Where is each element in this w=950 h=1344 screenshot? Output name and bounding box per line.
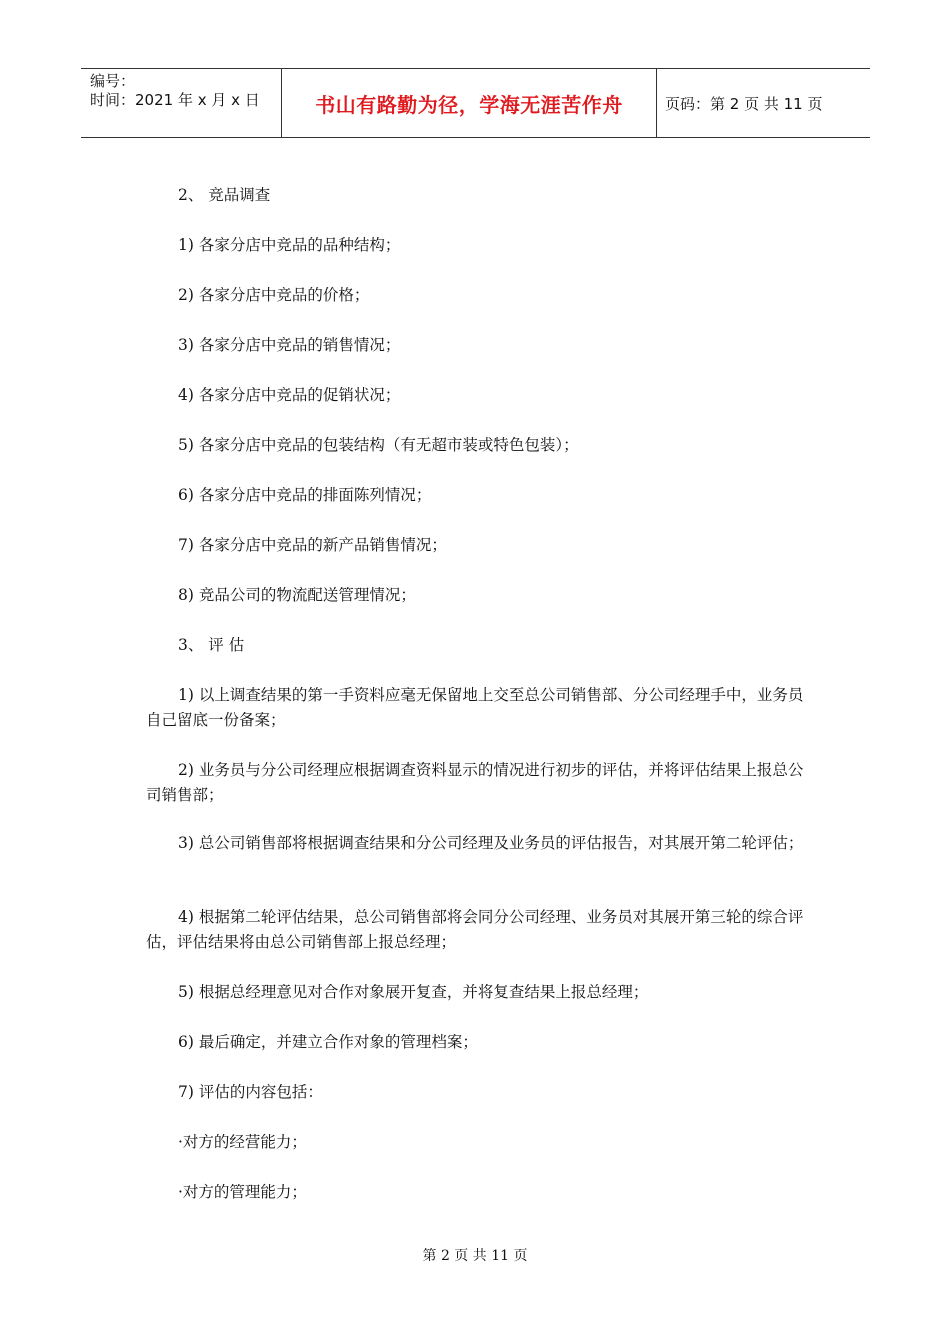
header-motto-cell [281, 69, 657, 137]
list-item: 6) 各家分店中竞品的排面陈列情况； [178, 486, 432, 504]
list-item: 3) 各家分店中竞品的销售情况； [178, 336, 401, 354]
header-meta [81, 69, 281, 137]
list-item: 7) 各家分店中竞品的新产品销售情况； [178, 536, 447, 554]
list-item: 8) 竞品公司的物流配送管理情况； [178, 586, 416, 604]
bullet-item: ·对方的管理能力； [178, 1183, 307, 1201]
page-footer: 第 2 页 共 11 页 [422, 1248, 528, 1264]
list-item: 1) 以上调查结果的第一手资料应毫无保留地上交至总公司销售部、分公司经理手中，业务员自己留底一份备案； [146, 686, 804, 729]
header-page-cell [656, 69, 870, 137]
list-item: 5) 根据总经理意见对合作对象展开复查，并将复查结果上报总经理； [178, 983, 649, 1001]
list-item: 4) 根据第二轮评估结果，总公司销售部将会同分公司经理、业务员对其展开第三轮的综合评估，评估结果将由总公司销售部上报总经理； [146, 908, 804, 951]
doc-time-label: 时间：2021 年 x 月 x 日 [90, 91, 260, 109]
list-item: 1) 各家分店中竞品的品种结构； [178, 236, 401, 254]
list-item: 3) 总公司销售部将根据调查结果和分公司经理及业务员的评估报告，对其展开第二轮评估； [178, 834, 804, 852]
doc-number-label: 编号： [90, 72, 136, 90]
header-motto: 书山有路勤为径，学海无涯苦作舟 [315, 92, 623, 117]
list-item: 2) 业务员与分公司经理应根据调查资料显示的情况进行初步的评估，并将评估结果上报总公司销售部； [146, 761, 804, 804]
section-heading-competitor-survey: 2、 竞品调查 [178, 186, 271, 204]
list-item: 2) 各家分店中竞品的价格； [178, 286, 370, 304]
list-item: 7) 评估的内容包括： [178, 1083, 323, 1101]
bullet-item: ·对方的经营能力； [178, 1133, 307, 1151]
list-item: 6) 最后确定，并建立合作对象的管理档案； [178, 1033, 478, 1051]
list-item: 4) 各家分店中竞品的促销状况； [178, 386, 401, 404]
header-page-info: 页码：第 2 页 共 11 页 [665, 94, 823, 113]
list-item: 5) 各家分店中竞品的包装结构（有无超市装或特色包装）； [178, 436, 579, 454]
section-heading-evaluation: 3、 评 估 [178, 636, 245, 654]
document-header [81, 68, 870, 138]
